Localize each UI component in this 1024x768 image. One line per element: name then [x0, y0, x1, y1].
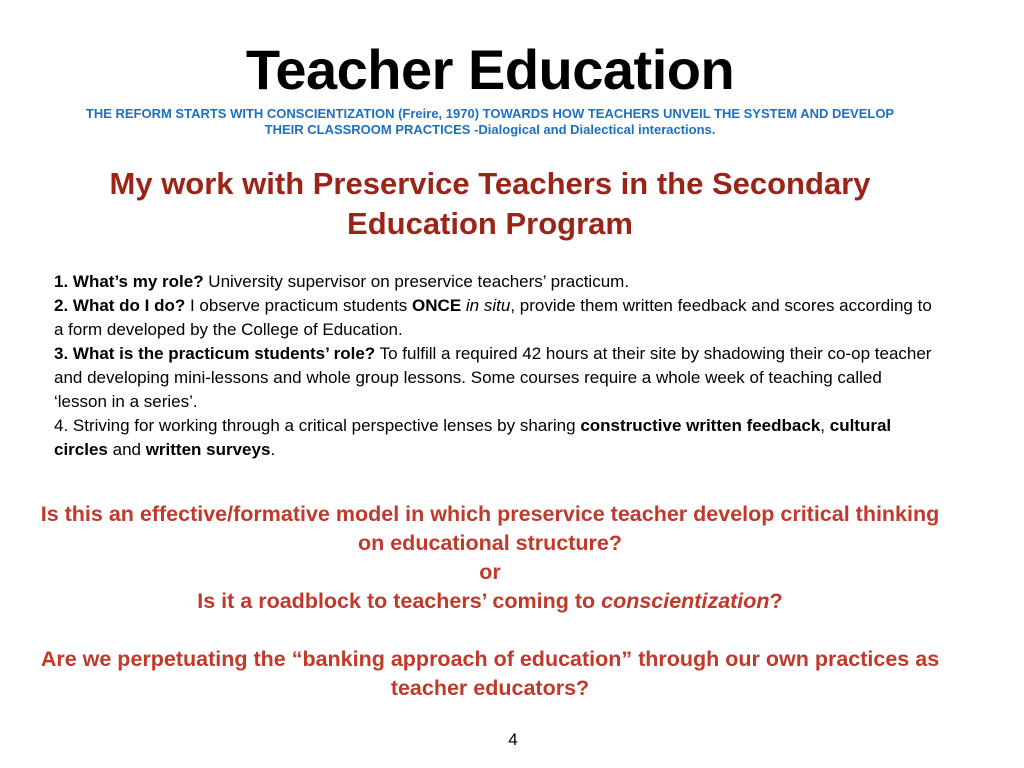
slide-subtitle: THE REFORM STARTS WITH CONSCIENTIZATION (Freire, 1970) TOWARDS HOW TEACHERS UNVEIL THE SYSTEM AND DEVELOP THEIR CLASSROOM PRACTICES -Dialogical and Dialectical interactions. [85, 106, 895, 137]
section-heading: My work with Preservice Teachers in the Secondary Education Program [109, 166, 871, 241]
question-or: or [479, 560, 501, 584]
question-2-end: ? [769, 589, 783, 613]
question-2-italic: conscientization [601, 589, 770, 613]
point-2-text-end: , provide them written feedback and scores according to a form developed by the College of Education. [54, 296, 932, 339]
point-2-label: 2. What do I do? [54, 296, 186, 315]
point-2-italic: in situ [465, 296, 511, 315]
point-1-label: 1. What’s my role? [54, 272, 204, 291]
point-4-end: . [270, 440, 276, 459]
point-1-text: University supervisor on preservice teachers’ practicum. [203, 272, 630, 291]
question-2 [40, 587, 940, 616]
point-4-text: 4. Striving for working through a critical perspective lenses by sharing [54, 416, 581, 435]
point-2 [54, 294, 934, 342]
point-4-bold-1: constructive written feedback [580, 416, 821, 435]
questions-block [40, 500, 940, 703]
point-3-text: To fulfill a required 42 hours at their site by shadowing their co-op teacher and developing mini-lessons and whole group lessons. Some courses require a whole week of teaching called ‘lesson in a series’. [54, 344, 932, 411]
question-2-start: Is it a roadblock to teachers’ coming to [197, 589, 602, 613]
point-3-label: 3. What is the practicum students’ role? [54, 344, 376, 363]
point-4-sep-1: , [820, 416, 830, 435]
page-number: 4 [508, 730, 518, 749]
point-3 [54, 342, 934, 414]
question-3: Are we perpetuating the “banking approach of education” through our own practices as teacher educators? [40, 647, 940, 700]
point-4-bold-2: cultural circles [54, 416, 892, 459]
spacer [40, 616, 940, 645]
point-2-emphasis: ONCE [412, 296, 462, 315]
slide-title: Teacher Education [245, 38, 735, 101]
points-list [54, 270, 934, 462]
point-4 [54, 414, 934, 462]
question-1: Is this an effective/formative model in which preservice teacher develop critical thinking on educational structure? [40, 502, 940, 555]
point-2-text: I observe practicum students [185, 296, 413, 315]
point-4-bold-3: written surveys [145, 440, 271, 459]
point-1 [54, 270, 934, 294]
point-4-sep-2: and [107, 440, 146, 459]
